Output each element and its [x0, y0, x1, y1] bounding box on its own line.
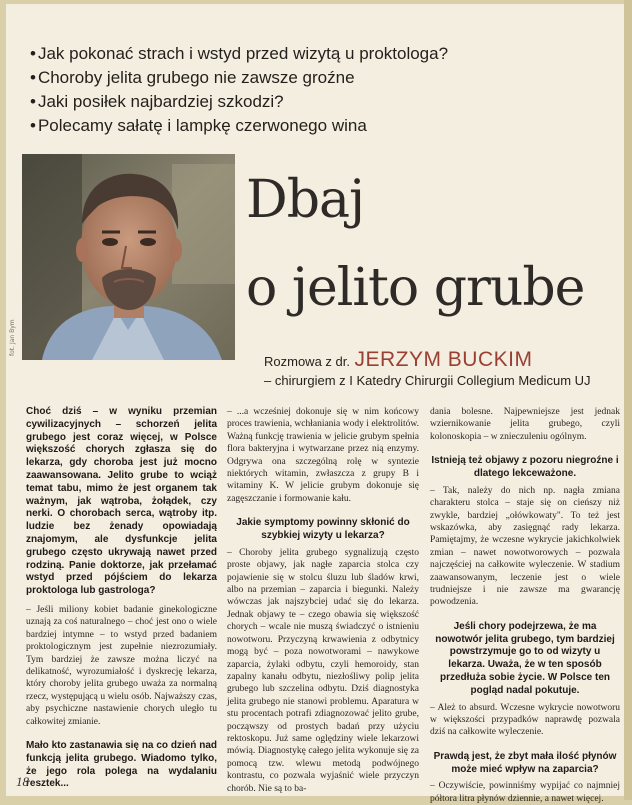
- answer-text: dania bolesne. Najpewniejsze jest jednak wziernikowanie jelita grubego, czyli kolonoskopia – w znieczuleniu ogólnym.: [430, 407, 620, 442]
- question-text: Istnieją też objawy z pozoru niegroźne i dlatego lekceważone.: [431, 455, 619, 480]
- photo-credit: fot. Jan Bym: [9, 319, 16, 356]
- interview-lead: Rozmowa z dr.: [264, 354, 350, 369]
- article-column-3: [430, 406, 620, 805]
- question-text: Choć dziś – w wyniku przemian cywilizacyjnych – schorzeń jelita grubego jest coraz więcej, w Polsce większość chorych zgłasza się do lekarza, gdy choroba jest już mocno zaawansowana. Jelito grube to wciąż temat tabu, mimo że jest organem tak ważnym, jak wątroba, żołądek, czy nerki. O chorobach serca, wątroby itp. ludzie bez żenady opowiadają znajomym, ale dysfunkcje jelita grubego często ukrywają nawet przed rodziną. Panie doktorze, jak przełamać wstyd przed pójściem do lekarza proktologa lub gastrologa?: [26, 406, 217, 597]
- teaser-item: • Jak pokonać strach i wstyd przed wizytą u proktologa?: [30, 42, 620, 66]
- answer-text: – Oczywiście, powinniśmy wypijać co najmniej półtora litra płynów dziennie, a nawet więcej.: [430, 781, 620, 804]
- article-column-2: [227, 406, 419, 795]
- teaser-item: • Polecamy sałatę i lampkę czerwonego wina: [30, 114, 620, 138]
- answer-text: – Tak, należy do nich np. nagła zmiana charakteru stolca – staje się on cieńszy niż zwykle, bardziej „ołówkowaty". To też jest wskazówka, aby zasięgnąć rady lekarza. Pamiętajmy, że wczesne wykrycie jakichkolwiek zmian – nawet nowotworowych – pozwala najczęściej na całkowite wyleczenie. W stadium zaawansowanym, leczenie jest o wiele trudniejsze i nie zawsze ma gwarancję powodzenia.: [430, 485, 620, 608]
- answer-text: – Ależ to absurd. Wczesne wykrycie nowotworu w większości przypadków naprawdę pozwala dziś na całkowite wyleczenie.: [430, 702, 620, 738]
- answer-text: – Choroby jelita grubego sygnalizują często proste objawy, jak nagłe zaparcia stolca czy pojawienie się w stolcu śluzu lub śladów krwi, albo na przemian – zaparcia i biegunki. Należy wówczas jak najszybciej udać się do lekarza. Jednak objawy te – czego obawia się większość chorych – wcale nie muszą świadczyć o istnieniu nowotworu. Przyczyną krwawienia z odbytnicy mogą być – poza nowotworami – nawykowe zaparcia, żylaki odbytu, czyli hemoroidy, stan zapalny kanału odbytu, niezłośliwy polip jelita grubego lub szczelina odbytu. Dziś diagnostyka jelita grubego nie stanowi problemu. Aparatura w stu procentach potrafi zdiagnozować jelito grube, począwszy od prostych badań przy użyciu rektoskopu. Już same oględziny wiele lekarzowi mówią. Diagnostykę całego jelita wykonuje się za pomocą tzw. wlewu metodą podwójnego kontrastu, co pozwala wyjaśnić wiele przyczyn chorób. Nie są to ba-: [227, 547, 419, 794]
- page-number: 18: [16, 774, 29, 789]
- interview-byline: [264, 348, 591, 388]
- article-title-line-2: o jelito grube: [246, 258, 585, 318]
- teaser-item: • Choroby jelita grubego nie zawsze groźne: [30, 66, 620, 90]
- page-edge: [624, 0, 632, 800]
- teaser-list: [30, 42, 620, 138]
- magazine-page: [6, 4, 624, 804]
- portrait-illustration: [22, 154, 235, 360]
- answer-text: – Jeśli miliony kobiet badanie ginekologiczne uznają za coś naturalnego – choć jest ono o wiele bardziej intymne – to wstyd przed badaniem proktologicznym jest zupełnie niezrozumiały. Tym bardziej że zawsze można liczyć na delikatność, wyrozumiałość i dyskrecję lekarza, który choroby jelita grubego uważa za normalną rzecz, występującą u wielu osób. Najważszy czas, aby psychiczne nastawienie chorych uległo tu całkowitej zmianie.: [26, 604, 217, 727]
- question-text: Jeśli chory podejrzewa, że ma nowotwór jelita grubego, tym bardziej powstrzymuje go to od wizyty u lekarza. Uważa, że w ten sposób przedłuża sobie życie. W Polsce ten pogląd nadal pokutuje.: [435, 620, 615, 696]
- doctor-portrait-photo: [22, 154, 235, 360]
- interviewee-role: – chirurgiem z I Katedry Chirurgii Collegium Medicum UJ: [264, 373, 591, 388]
- question-text: Jakie symptomy powinny skłonić do szybkiej wizyty u lekarza?: [236, 517, 410, 542]
- article-title-line-1: Dbaj: [246, 170, 365, 230]
- question-text: Prawdą jest, że zbyt mała ilość płynów może mieć wpływ na zaparcia?: [433, 750, 617, 775]
- answer-text: – ...a wcześniej dokonuje się w nim końcowy proces trawienia, wchłaniania wody i elektrolitów. Ważną funkcję trawienia w jelicie grubym spełnia flora bakteryjna i wytwarzane przez nią enzymy. Odgrywa ona szczególną rolę w syntezie niektórych witamin, zwłaszcza z grupy B i witaminy K. W jelicie grubym dokonuje się zagęszczanie i formowanie kału.: [227, 407, 419, 504]
- teaser-item: • Jaki posiłek najbardziej szkodzi?: [30, 90, 620, 114]
- question-text: Mało kto zastanawia się na co dzień nad funkcją jelita grubego. Wiadomo tylko, że jego rola polega na wydalaniu resztek...: [26, 740, 217, 790]
- article-column-1: [26, 406, 217, 791]
- interviewee-name: JERZYM BUCKIM: [354, 348, 533, 371]
